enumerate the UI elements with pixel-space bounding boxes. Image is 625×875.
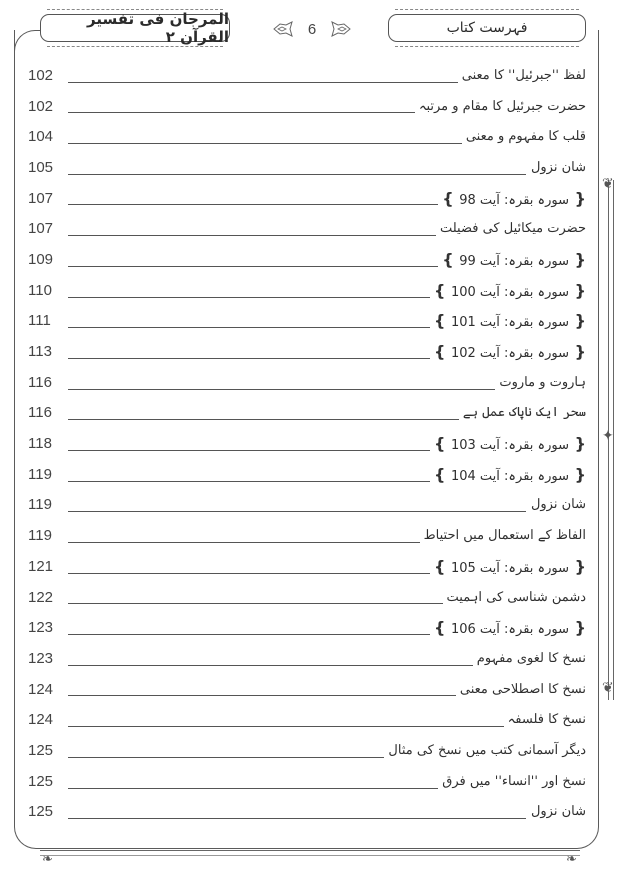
ayah-label: سورہ بقرہ: آیت 105 (450, 560, 570, 576)
toc-entry[interactable] (20, 244, 590, 275)
toc-page-number: 107 (28, 189, 54, 207)
toc-page-number: 102 (28, 66, 54, 84)
toc-topic-title: حضرت جبرئیل کا مقام و مرتبہ (415, 99, 586, 114)
page-number-block (262, 18, 362, 40)
toc-page-number: 118 (28, 435, 52, 453)
rail-bottom-flourish-icon: ❦ (602, 680, 614, 696)
toc-leader-line (68, 603, 486, 604)
toc-topic-title: نسخ کا لغوی مفہوم (473, 651, 586, 666)
toc-page-number: 111 (28, 312, 51, 330)
toc-page-number: 102 (28, 97, 54, 115)
brace-open-icon: { (569, 556, 586, 576)
toc-leader-line (68, 419, 488, 420)
toc-leader-line (68, 297, 472, 298)
toc-leader-line (68, 327, 472, 328)
toc-topic-title: حضرت میکائیل کی فضیلت (436, 221, 586, 236)
bottom-decorative-border (40, 850, 580, 856)
brace-open-icon: { (569, 618, 586, 638)
toc-entry[interactable] (20, 306, 590, 337)
toc-ayah-heading (438, 250, 586, 269)
book-title: المرجان فی تفسیر القرآن ۲ (87, 10, 229, 46)
brace-open-icon: { (569, 280, 586, 300)
toc-entry[interactable] (20, 766, 590, 797)
toc-entry[interactable] (20, 490, 590, 521)
toc-page-number: 110 (28, 281, 52, 299)
toc-page-number: 125 (28, 741, 54, 759)
toc-entry[interactable] (20, 643, 590, 674)
toc-ayah-heading (430, 618, 586, 637)
toc-page-number: 122 (28, 588, 54, 606)
toc-entry[interactable] (20, 704, 590, 735)
toc-ayah-heading (430, 311, 586, 330)
toc-entry[interactable] (20, 152, 590, 183)
toc-entry[interactable] (20, 60, 590, 91)
toc-page-number: 107 (28, 220, 54, 238)
toc-leader-line (68, 665, 498, 666)
toc-page-number: 125 (28, 803, 54, 821)
brace-close-icon: } (433, 280, 451, 300)
toc-ayah-heading (430, 465, 586, 484)
toc-topic-title: نسخ کا اصطلاحی معنی (456, 682, 586, 697)
toc-page-number: 119 (28, 527, 52, 545)
toc-ayah-heading (430, 281, 586, 300)
brace-close-icon: } (433, 434, 451, 454)
toc-ayah-heading (430, 434, 586, 453)
table-of-contents (20, 60, 590, 827)
toc-leader-line (68, 788, 484, 789)
toc-entry[interactable] (20, 183, 590, 214)
toc-leader-line (68, 634, 472, 635)
brace-close-icon: } (433, 618, 451, 638)
toc-page-number: 105 (28, 158, 54, 176)
toc-topic-title: نسخ کا فلسفہ (504, 712, 586, 727)
toc-topic-title: دشمن شناسی کی اہمیت (443, 590, 586, 605)
toc-page-number: 109 (28, 250, 54, 268)
toc-topic-title: نسخ اور ''انساء'' میں فرق (438, 774, 586, 789)
toc-entry[interactable] (20, 336, 590, 367)
brace-open-icon: { (569, 434, 586, 454)
rail-middle-knot-icon: ✦ (602, 428, 614, 444)
section-title-box (388, 14, 586, 42)
toc-topic-title: شان نزول (527, 497, 586, 512)
page-number: 6 (307, 20, 317, 38)
toc-leader-line (68, 573, 472, 574)
toc-topic-title: شان نزول (527, 160, 586, 175)
toc-leader-line (68, 726, 516, 727)
toc-topic-title: الفاظ کے استعمال میں احتیاط (420, 528, 586, 543)
ayah-label: سورہ بقرہ: آیت 100 (450, 284, 570, 300)
toc-page-number: 104 (28, 128, 54, 146)
bottom-right-flourish-icon: ❧ (566, 852, 577, 867)
toc-leader-line (68, 204, 486, 205)
section-title: فہرست کتاب (446, 20, 528, 36)
toc-leader-line (68, 82, 498, 83)
toc-leader-line (68, 695, 488, 696)
toc-topic-title: ہاروت و ماروت (495, 375, 586, 390)
left-ornament-icon (272, 21, 294, 37)
bottom-left-flourish-icon: ❧ (42, 852, 53, 867)
toc-topic-title: دیگر آسمانی کتب میں نسخ کی مثال (384, 743, 586, 758)
toc-page-number: 123 (28, 649, 54, 667)
toc-entry[interactable] (20, 275, 590, 306)
toc-ayah-heading (430, 342, 586, 361)
rail-top-flourish-icon: ❦ (602, 176, 614, 192)
toc-leader-line (68, 481, 472, 482)
toc-entry[interactable] (20, 459, 590, 490)
toc-page-number: 125 (28, 772, 54, 790)
toc-page-number: 116 (28, 404, 52, 422)
toc-page-number: 119 (28, 496, 52, 514)
toc-leader-line (68, 511, 526, 512)
brace-close-icon: } (433, 464, 451, 484)
ayah-label: سورہ بقرہ: آیت 106 (450, 622, 570, 638)
toc-page-number: 116 (28, 373, 52, 391)
brace-open-icon: { (569, 342, 586, 362)
toc-entry[interactable] (20, 582, 590, 613)
brace-close-icon: } (433, 556, 451, 576)
toc-entry[interactable] (20, 367, 590, 398)
ayah-label: سورہ بقرہ: آیت 101 (450, 315, 570, 331)
brace-open-icon: { (569, 464, 586, 484)
brace-open-icon: { (569, 188, 586, 208)
toc-entry[interactable] (20, 551, 590, 582)
brace-close-icon: } (433, 311, 451, 331)
toc-ayah-heading (438, 189, 586, 208)
toc-entry[interactable] (20, 735, 590, 766)
toc-entry[interactable] (20, 428, 590, 459)
toc-entry[interactable] (20, 674, 590, 705)
brace-open-icon: { (569, 311, 586, 331)
brace-open-icon: { (569, 249, 586, 269)
brace-close-icon: } (442, 188, 460, 208)
ayah-label: سورہ بقرہ: آیت 102 (450, 346, 570, 362)
toc-leader-line (68, 450, 472, 451)
toc-page-number: 121 (28, 557, 54, 575)
toc-topic-title: شان نزول (527, 804, 586, 819)
ayah-label: سورہ بقرہ: آیت 99 (459, 253, 570, 269)
toc-page-number: 113 (28, 343, 52, 361)
toc-leader-line (68, 542, 468, 543)
toc-page-number: 124 (28, 680, 54, 698)
toc-leader-line (68, 143, 500, 144)
toc-entry[interactable] (20, 520, 590, 551)
toc-entry[interactable] (20, 797, 590, 828)
toc-leader-line (68, 358, 472, 359)
toc-leader-line (68, 389, 508, 390)
toc-leader-line (68, 174, 526, 175)
toc-entry[interactable] (20, 398, 590, 429)
toc-entry[interactable] (20, 91, 590, 122)
toc-topic-title: قلب کا مفہوم و معنی (462, 129, 586, 144)
toc-leader-line (68, 266, 486, 267)
toc-leader-line (68, 818, 526, 819)
ayah-label: سورہ بقرہ: آیت 98 (459, 192, 570, 208)
book-title-box (40, 10, 230, 46)
right-ornament-icon (330, 21, 352, 37)
toc-topic-title: لفظ ''جبرئیل'' کا معنی (458, 68, 586, 83)
brace-close-icon: } (433, 342, 451, 362)
toc-page-number: 123 (28, 619, 54, 637)
toc-ayah-heading (430, 557, 586, 576)
brace-close-icon: } (442, 249, 460, 269)
ayah-label: سورہ بقرہ: آیت 104 (450, 468, 570, 484)
ayah-label: سورہ بقرہ: آیت 103 (450, 438, 570, 454)
toc-entry[interactable] (20, 612, 590, 643)
toc-leader-line (68, 235, 480, 236)
toc-entry[interactable] (20, 121, 590, 152)
toc-page-number: 124 (28, 711, 54, 729)
toc-entry[interactable] (20, 213, 590, 244)
toc-page-number: 119 (28, 465, 52, 483)
toc-topic-title: سحر ایک ناپاک عمل ہے (459, 405, 586, 420)
